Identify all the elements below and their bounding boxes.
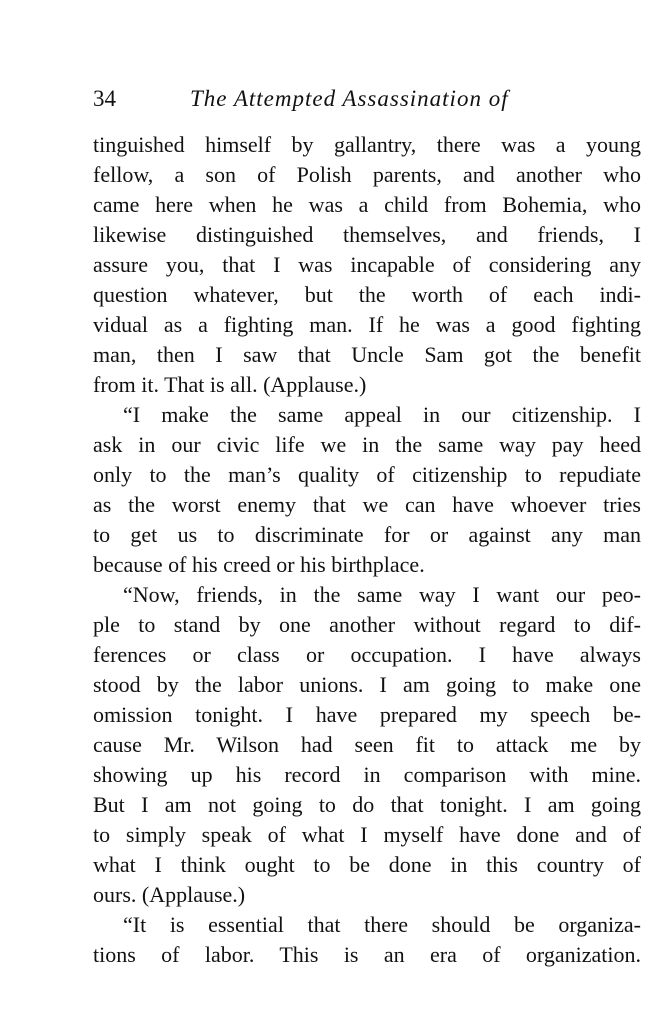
text-line: omission tonight. I have prepared my speech be- [93, 702, 641, 727]
page-header [93, 86, 643, 116]
text-line: “Now, friends, in the same way I want our peo- [123, 582, 641, 607]
text-line: to get us to discriminate for or against any man [93, 522, 641, 547]
text-line: likewise distinguished themselves, and friends, I [93, 222, 641, 247]
text-line: “I make the same appeal in our citizenship. I [123, 402, 641, 427]
text-line: only to the man’s quality of citizenship to repudiate [93, 462, 641, 487]
text-line: man, then I saw that Uncle Sam got the benefit [93, 342, 641, 367]
text-line: tinguished himself by gallantry, there was a young [93, 132, 641, 157]
text-line: question whatever, but the worth of each indi- [93, 282, 641, 307]
text-line: showing up his record in comparison with mine. [93, 762, 641, 787]
text-line: ple to stand by one another without regard to dif- [93, 612, 641, 637]
text-line: because of his creed or his birthplace. [93, 552, 425, 577]
body-text [93, 130, 641, 970]
text-line: fellow, a son of Polish parents, and another who [93, 162, 641, 187]
text-line: cause Mr. Wilson had seen fit to attack me by [93, 732, 641, 757]
text-line: ours. (Applause.) [93, 882, 246, 907]
running-title: The Attempted Assassination of [190, 86, 509, 111]
text-line: to simply speak of what I myself have done and of [93, 822, 641, 847]
text-line: stood by the labor unions. I am going to make one [93, 672, 641, 697]
text-line: what I think ought to be done in this country of [93, 852, 641, 877]
text-line: ferences or class or occupation. I have always [93, 642, 641, 667]
text-line: But I am not going to do that tonight. I am going [93, 792, 641, 817]
page-number: 34 [93, 86, 116, 111]
text-line: assure you, that I was incapable of considering any [93, 252, 641, 277]
text-line: from it. That is all. (Applause.) [93, 372, 367, 397]
text-line: vidual as a fighting man. If he was a good fighting [93, 312, 641, 337]
text-line: ask in our civic life we in the same way pay heed [93, 432, 641, 457]
text-line: “It is essential that there should be organiza- [123, 912, 641, 937]
text-line: as the worst enemy that we can have whoever tries [93, 492, 641, 517]
text-line: came here when he was a child from Bohemia, who [93, 192, 641, 217]
text-line: tions of labor. This is an era of organization. [93, 942, 641, 967]
